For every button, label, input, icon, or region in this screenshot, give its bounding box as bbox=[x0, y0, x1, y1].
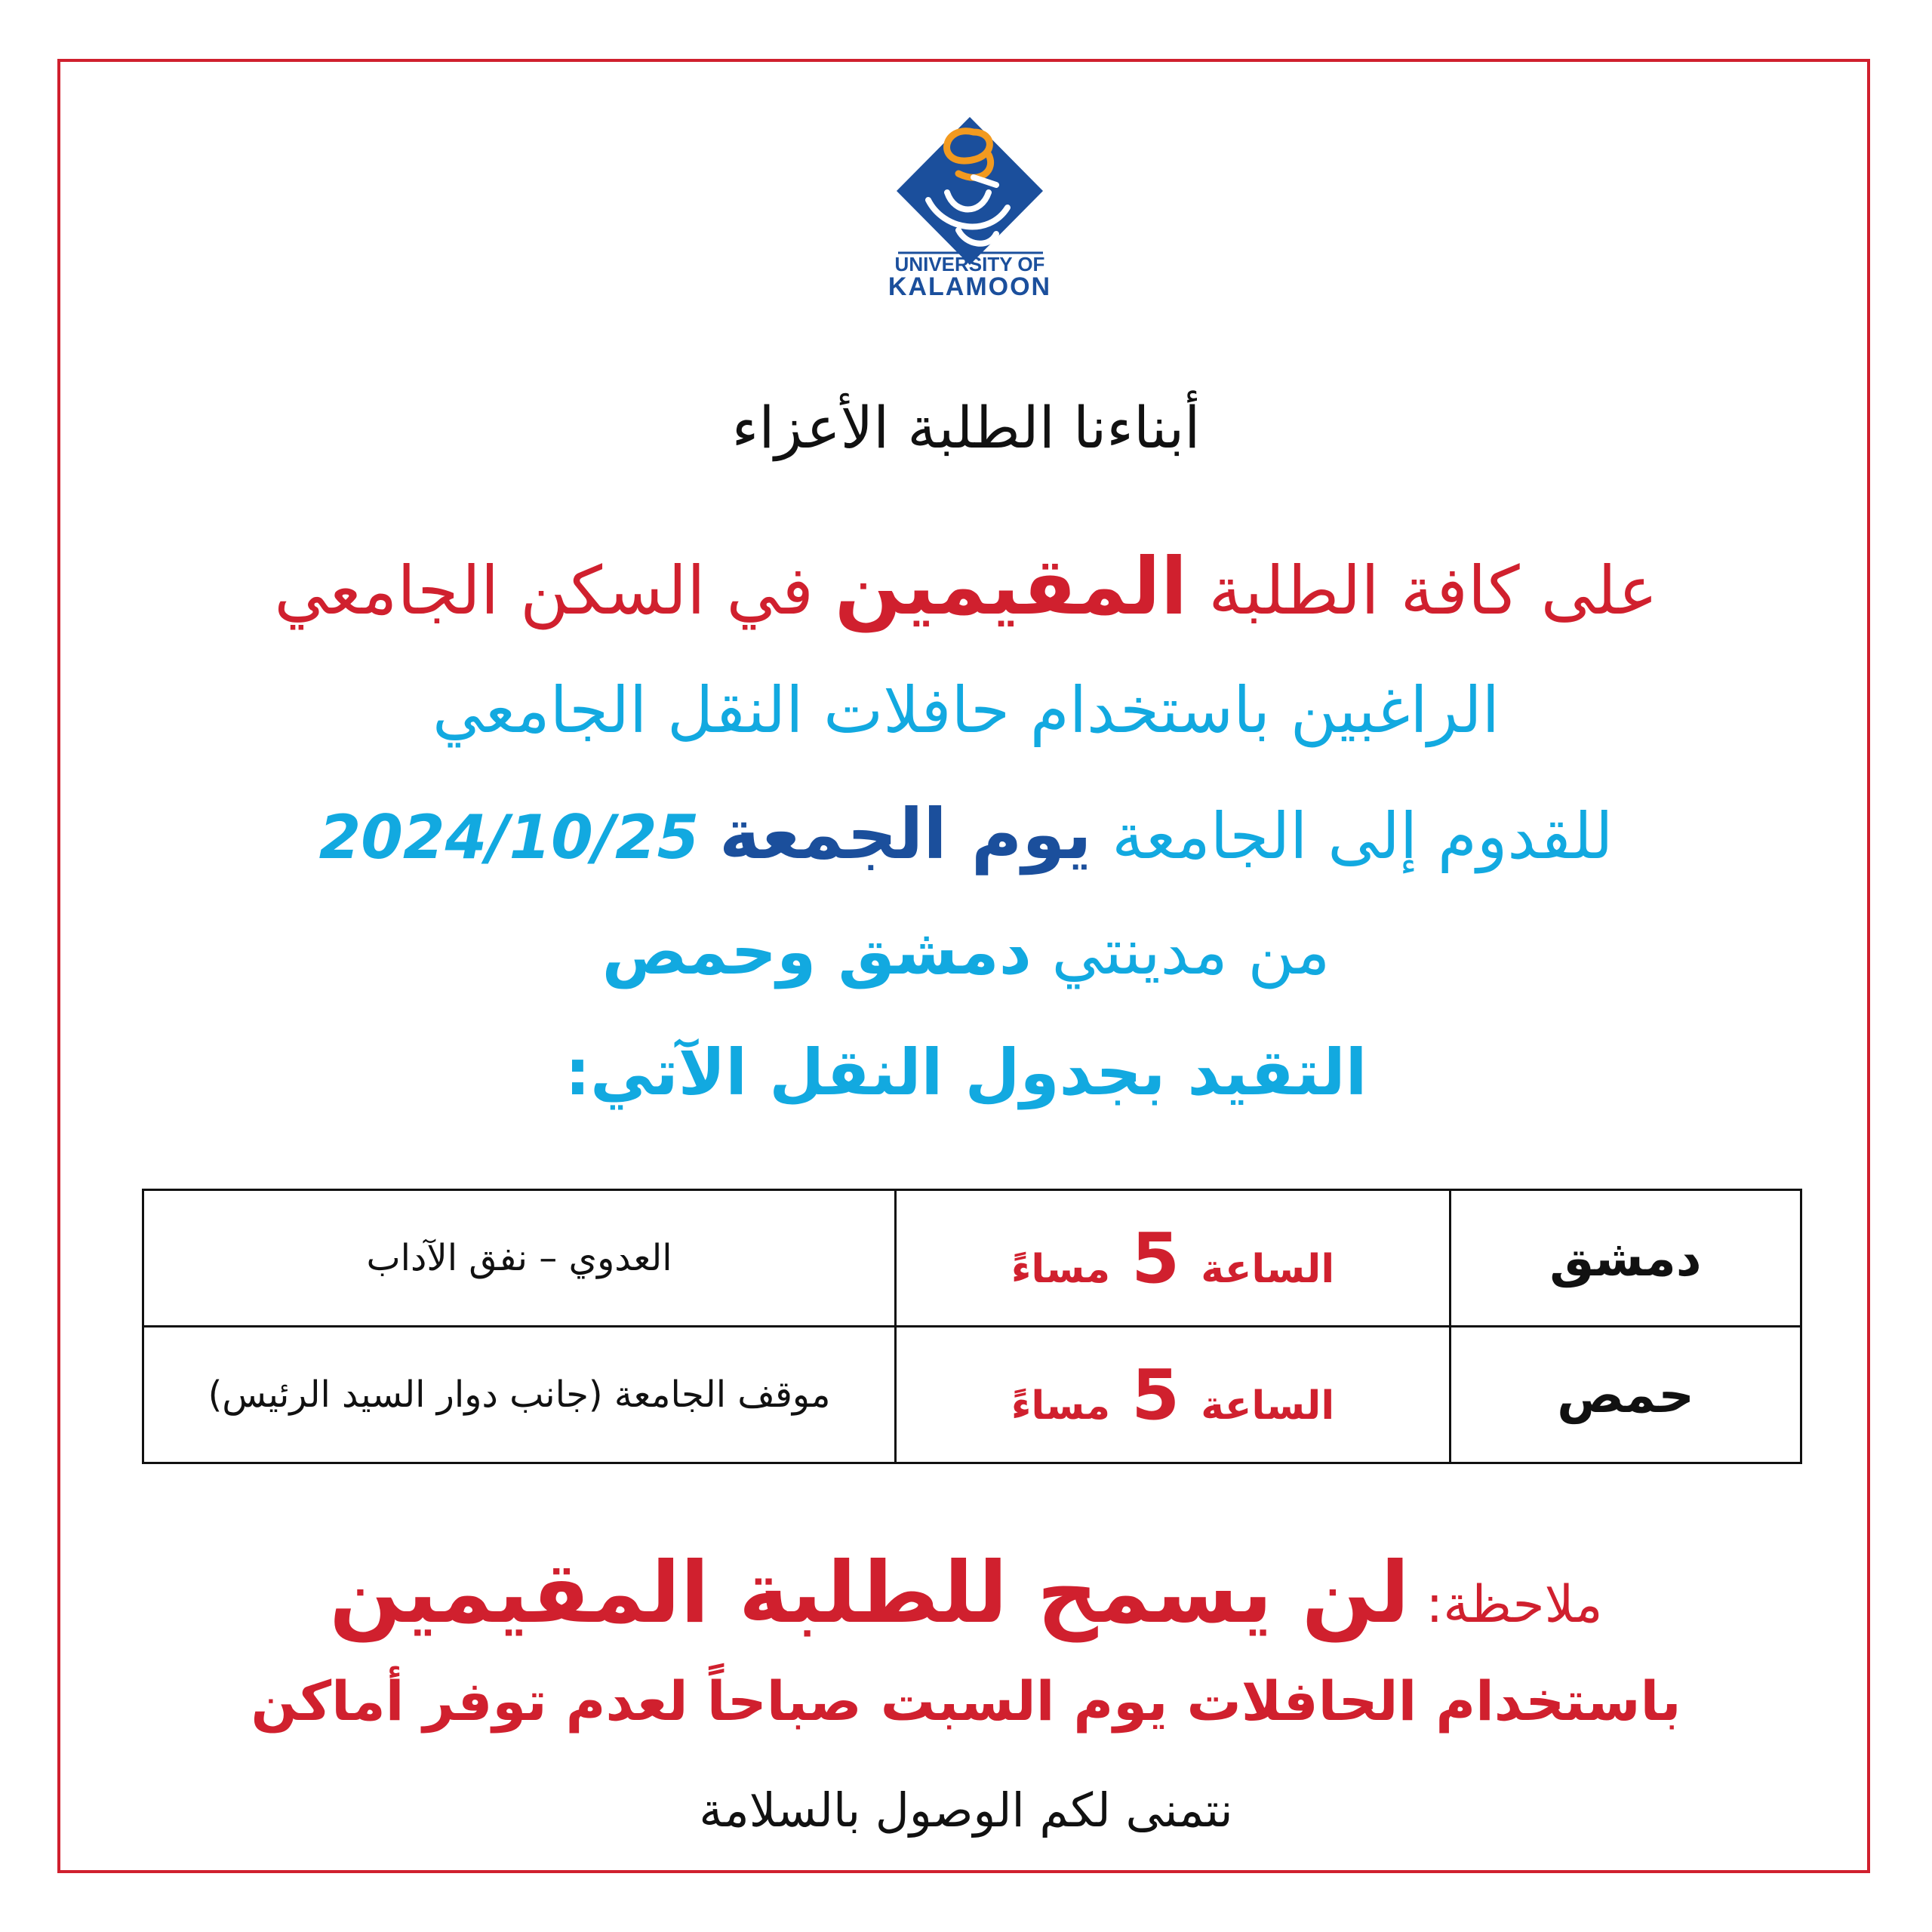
time-prefix: الساعة bbox=[1201, 1246, 1335, 1292]
announcement-line-1 bbox=[0, 540, 1932, 632]
kalamoon-emblem bbox=[883, 102, 1057, 298]
announcement-line-3 bbox=[0, 794, 1932, 875]
time-hour: 5 bbox=[1131, 1217, 1180, 1299]
time-cell bbox=[896, 1190, 1451, 1327]
line4-cities: دمشق وحمص bbox=[601, 915, 1032, 989]
line3-day: يوم الجمعة bbox=[719, 794, 1092, 875]
university-logo bbox=[883, 102, 1057, 298]
announcement-line-5: التقيد بجدول النقل الآتي: bbox=[565, 1035, 1367, 1109]
city-cell: حمص bbox=[1451, 1327, 1801, 1463]
city-cell: دمشق bbox=[1451, 1190, 1801, 1327]
table-row bbox=[143, 1327, 1801, 1463]
note-label: ملاحظة: bbox=[1426, 1575, 1603, 1635]
location-cell: موقف الجامعة (جانب دوار السيد الرئيس) bbox=[143, 1327, 896, 1463]
note-line-1 bbox=[0, 1544, 1932, 1642]
time-cell bbox=[896, 1327, 1451, 1463]
logo-text-line1: UNIVERSITY OF bbox=[894, 253, 1045, 275]
time-prefix: الساعة bbox=[1201, 1383, 1335, 1429]
transport-schedule-table bbox=[142, 1189, 1802, 1464]
line1-emphasis: المقيمين bbox=[834, 540, 1188, 632]
line3-date: 2024/10/25 bbox=[318, 802, 700, 872]
time-suffix: مساءً bbox=[1011, 1246, 1111, 1292]
note-emphasis: لن يسمح للطلبة المقيمين bbox=[329, 1544, 1410, 1642]
location-cell: العدوي – نفق الآداب bbox=[143, 1190, 896, 1327]
line1-before: على كافة الطلبة bbox=[1208, 552, 1658, 629]
time-suffix: مساءً bbox=[1011, 1383, 1111, 1429]
note-line-2: باستخدام الحافلات يوم السبت صباحاً لعدم توفر أماكن bbox=[251, 1669, 1681, 1733]
time-hour: 5 bbox=[1131, 1354, 1180, 1435]
announcement-line-2: الراغبين باستخدام حافلات النقل الجامعي bbox=[432, 673, 1500, 747]
logo-text-line2: KALAMOON bbox=[888, 272, 1052, 298]
closing-wish: نتمنى لكم الوصول بالسلامة bbox=[699, 1783, 1233, 1838]
line4-before: من مدينتي bbox=[1051, 915, 1331, 989]
table-row bbox=[143, 1190, 1801, 1327]
line3-before: للقدوم إلى الجامعة bbox=[1112, 799, 1614, 873]
line1-after: في السكن الجامعي bbox=[274, 552, 814, 629]
announcement-line-4 bbox=[0, 915, 1932, 989]
greeting-heading: أبناءنا الطلبة الأعزاء bbox=[731, 394, 1201, 461]
